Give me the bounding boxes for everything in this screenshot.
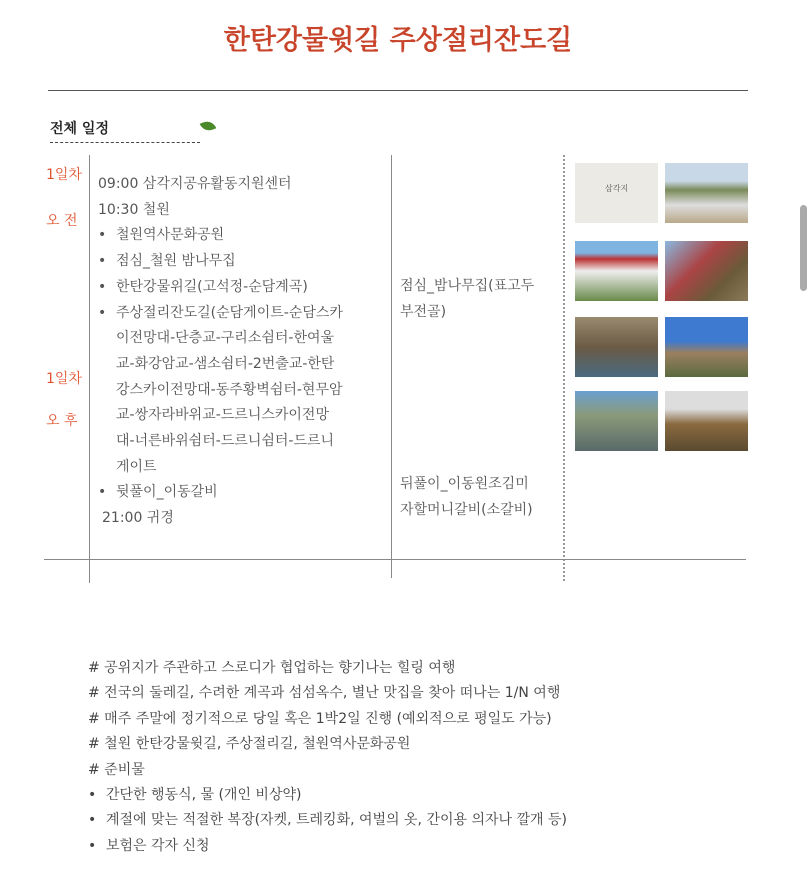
list-item: • 주상절리잔도길(순담게이트-순담스카 [98, 304, 343, 321]
note-line: # 철원 한탄강물윗길, 주상절리길, 철원역사문화공원 [88, 736, 411, 753]
item-text: 주상절리잔도길(순담게이트-순담스카 [116, 304, 343, 321]
itinerary [98, 172, 388, 532]
column-divider [89, 155, 90, 583]
divider [48, 90, 748, 91]
meal-text: 자할머니갈비(소갈비) [400, 501, 533, 518]
photo-bridge [575, 391, 658, 451]
photo-restaurant [575, 241, 658, 301]
photo-museum [665, 163, 748, 223]
item-text: 대-너른바위쉼터-드르니쉼터-드르니 [116, 433, 335, 450]
photo-skywalk [665, 391, 748, 451]
period-label: 오 후 [46, 413, 78, 429]
leaf-icon [200, 119, 217, 133]
sign-text: 삼각지 [605, 184, 629, 193]
photo-center-sign [575, 163, 658, 223]
list-item: • 계절에 맞는 적절한 복장(자켓, 트레킹화, 여벌의 옷, 간이용 의자나 깔개 등) [88, 812, 567, 829]
item-text: 간단한 행동식, 물 (개인 비상약) [106, 787, 302, 804]
item-text: 강스카이전망대-동주황벽쉼터-현무암 [116, 381, 343, 398]
note-line: # 전국의 둘레길, 수려한 계곡과 섬섬옥수, 별난 맛집을 찾아 떠나는 1/N 여행 [88, 685, 561, 702]
meal-text: 부전골) [400, 303, 447, 320]
item-text: 교-쌍자라바위교-드르니스카이전망 [116, 407, 329, 424]
dinner-info [400, 472, 533, 523]
schedule-heading: 전체 일정 [50, 121, 109, 137]
item-text: 게이트 [116, 458, 157, 475]
lunch-info [400, 274, 534, 325]
item-text: 계절에 맞는 적절한 복장(자켓, 트레킹화, 여벌의 옷, 간이용 의자나 깔개 등) [106, 812, 567, 829]
item-text: 점심_철원 밤나무집 [116, 253, 236, 270]
period-label: 오 전 [46, 213, 78, 229]
day-label: 1일차 [46, 167, 82, 183]
item-text: 보험은 각자 신청 [106, 837, 210, 854]
list-item: • 철원역사문화공원 [98, 227, 225, 244]
page-title: 한탄강물윗길 주상절리잔도길 [223, 25, 573, 56]
photo-rock [665, 317, 748, 377]
time-entry: 10:30 철원 [98, 201, 170, 218]
time-entry: 21:00 귀경 [102, 510, 174, 527]
note-line: # 준비물 [88, 761, 145, 778]
note-line: # 공위지가 주관하고 스로디가 협업하는 향기나는 힐링 여행 [88, 660, 456, 676]
item-text: 교-화강암교-샘소쉼터-2번출교-한탄 [116, 355, 335, 372]
item-text: 이전망대-단층교-구리소쉼터-한여울 [116, 330, 335, 347]
list-item: • 한탄강물위길(고석정-순담계곡) [98, 278, 308, 295]
dashed-underline [50, 142, 200, 143]
list-item: • 보험은 각자 신청 [88, 837, 210, 854]
item-text: 철원역사문화공원 [116, 227, 225, 244]
list-item: • 뒷풀이_이동갈비 [98, 484, 218, 501]
meal-text: 뒤풀이_이동원조김미 [400, 476, 529, 492]
photo-pavilion [665, 241, 748, 301]
item-text: 한탄강물위길(고석정-순담계곡) [116, 278, 308, 295]
day-label: 1일차 [46, 371, 82, 387]
list-item: • 간단한 행동식, 물 (개인 비상약) [88, 787, 302, 804]
meal-text: 점심_밤나무집(표고두 [400, 278, 535, 294]
scrollbar-thumb[interactable] [800, 205, 807, 291]
item-text: 뒷풀이_이동갈비 [116, 484, 218, 501]
column-divider-dotted [563, 155, 565, 581]
notes [88, 656, 567, 859]
list-item: • 점심_철원 밤나무집 [98, 253, 236, 270]
note-line: # 매주 주말에 정기적으로 당일 혹은 1박2일 진행 (예외적으로 평일도 가능) [88, 710, 552, 727]
time-entry: 09:00 삼각지공유활동지원센터 [98, 176, 292, 192]
photo-cliff [575, 317, 658, 377]
column-divider [391, 155, 392, 578]
table-bottom-line [44, 559, 746, 560]
